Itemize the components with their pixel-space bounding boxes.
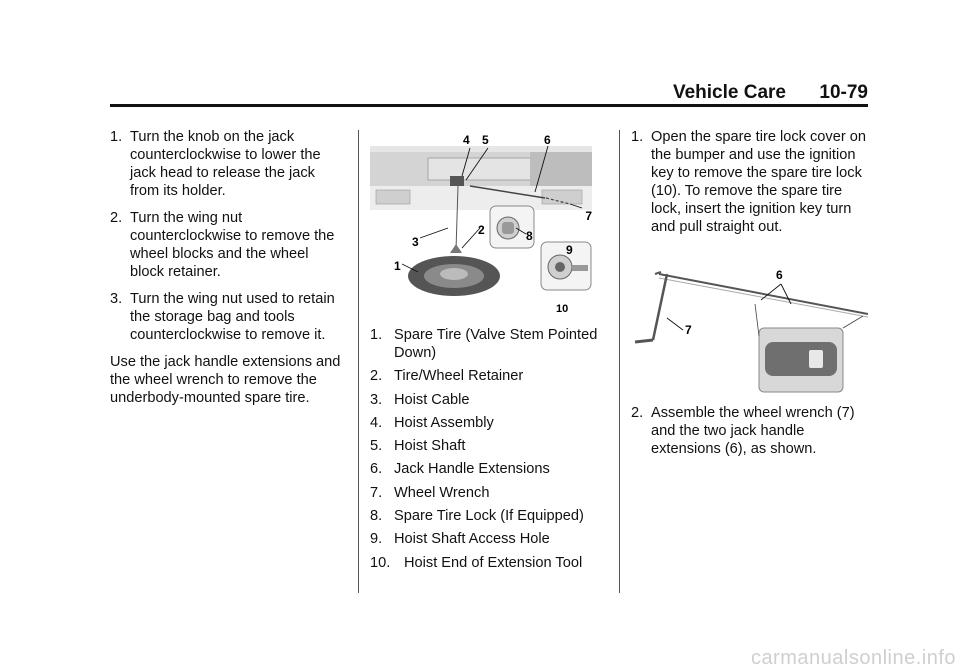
step-list — [110, 128, 346, 344]
wrench-extension-illustration — [631, 256, 868, 396]
step-item: 1. Turn the knob on the jack counterclockwise to lower the jack head to release the jack from its holder. — [110, 129, 321, 199]
section-title: Vehicle Care — [672, 82, 786, 103]
column-1 — [110, 128, 346, 407]
callout-5: 5 — [482, 133, 489, 147]
callout-10: 10 — [556, 303, 569, 315]
legend-item: 3. Hoist Cable — [370, 391, 470, 408]
step-item: 2. Assemble the wheel wrench (7) and the two jack handle extensions (6), as shown. — [631, 405, 855, 457]
step-item: 1. Open the spare tire lock cover on the bumper and use the ignition key to remove the spare tire lock (10). To remove the spare tire lock, insert the ignition key turn and pull straight out. — [631, 129, 866, 235]
callout-6: 6 — [544, 133, 551, 147]
legend-item: 7. Wheel Wrench — [370, 484, 490, 501]
legend-item: 10. Hoist End of Extension Tool — [370, 554, 583, 571]
callout-8: 8 — [526, 229, 533, 243]
figure-legend — [370, 326, 602, 572]
legend-item: 1. Spare Tire (Valve Stem Pointed Down) — [370, 327, 598, 361]
callout-4: 4 — [463, 133, 470, 147]
step-list — [631, 128, 868, 236]
watermark: carmanualsonline.info — [750, 647, 956, 669]
legend-item: 4. Hoist Assembly — [370, 414, 494, 431]
step-list — [631, 404, 868, 458]
step-item: 3. Turn the wing nut used to retain the storage bag and tools counterclockwise to remove it. — [110, 291, 335, 343]
legend-item: 9. Hoist Shaft Access Hole — [370, 531, 550, 548]
callout-7: 7 — [585, 209, 592, 223]
step-item: 2. Turn the wing nut counterclockwise to remove the wheel blocks and the wheel block retainer. — [110, 210, 335, 280]
callout-2: 2 — [478, 223, 485, 237]
legend-item: 6. Jack Handle Extensions — [370, 461, 550, 478]
callout-3: 3 — [412, 235, 419, 249]
callout-7: 7 — [685, 323, 692, 337]
callout-6: 6 — [776, 268, 783, 282]
callout-1: 1 — [394, 259, 401, 273]
page-header — [110, 0, 868, 107]
column-3 — [631, 128, 868, 467]
callout-9: 9 — [566, 243, 573, 257]
spare-tire-hoist-illustration — [370, 128, 592, 324]
legend-item: 2. Tire/Wheel Retainer — [370, 368, 524, 385]
instruction-paragraph: Use the jack handle extensions and the wheel wrench to remove the underbody-mounted spare tire. — [110, 354, 341, 406]
column-divider — [619, 130, 620, 593]
column-divider — [358, 130, 359, 593]
page-number: 10-79 — [819, 82, 868, 103]
legend-item: 5. Hoist Shaft — [370, 438, 466, 455]
column-2 — [370, 128, 602, 577]
legend-item: 8. Spare Tire Lock (If Equipped) — [370, 508, 584, 525]
